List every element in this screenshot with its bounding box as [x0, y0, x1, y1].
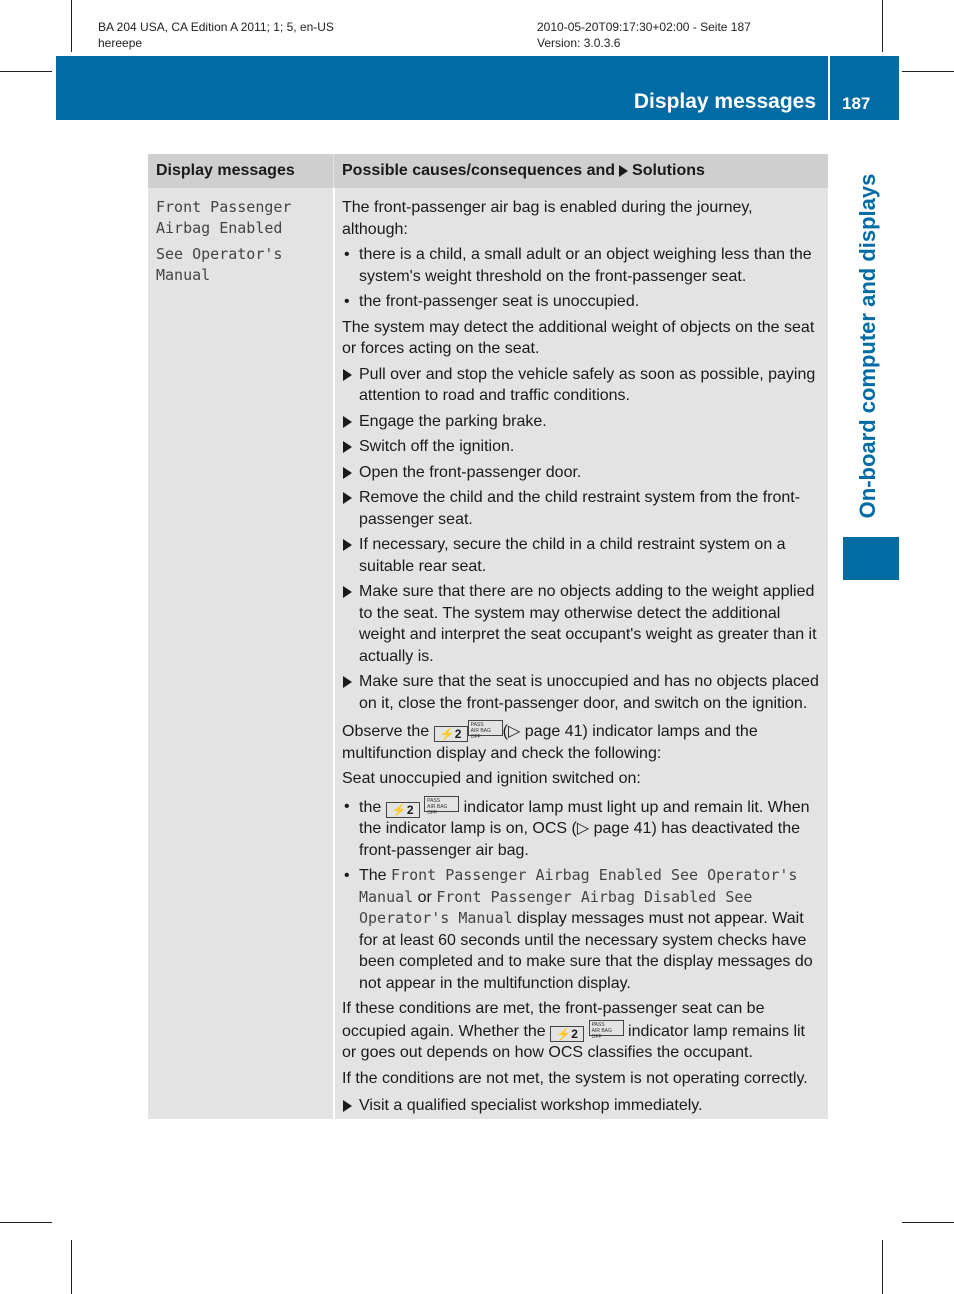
- arrow-right-icon: [343, 441, 352, 453]
- step-item: [342, 671, 822, 714]
- step-item: [342, 364, 822, 407]
- bullet-item: [342, 865, 822, 994]
- paragraph: If the conditions are not met, the system is not operating correctly.: [342, 1069, 808, 1087]
- bullet-item: [342, 244, 822, 287]
- crop-mark: [882, 1240, 883, 1294]
- step-item: [342, 1095, 822, 1117]
- seat-occupant-icon: ⚡2: [550, 1026, 584, 1042]
- bullet-text: there is a child, a small adult or an object weighing less than the system's weight threshold on the front-passenger seat.: [359, 246, 812, 285]
- step-text: Make sure that the seat is unoccupied and has no objects placed on it, close the front-passenger door, and switch on the ignition.: [359, 673, 819, 712]
- meta-line: hereepe: [98, 36, 143, 50]
- bullet-icon: •: [344, 797, 350, 815]
- header-text: Possible causes/consequences and: [342, 162, 616, 179]
- paragraph: [342, 720, 822, 764]
- page-number: 187: [842, 94, 871, 113]
- text-run: display messages must not appear. Wait for at least 60 seconds until the necessary system checks have been completed and to make sure that the display messages do not appear in the multifunction display.: [359, 910, 813, 992]
- arrow-right-icon: [343, 586, 352, 598]
- crop-mark: [71, 1240, 72, 1294]
- arrow-right-icon: [343, 369, 352, 381]
- crop-mark: [0, 71, 52, 72]
- bullet-icon: •: [344, 867, 350, 884]
- step-text: Switch off the ignition.: [359, 438, 515, 455]
- column-header-display-messages: Display messages: [148, 154, 333, 188]
- section-header-bar: [56, 56, 828, 120]
- arrow-right-icon: [343, 416, 352, 428]
- chapter-side-title: On-board computer and displays: [855, 173, 880, 519]
- step-text: Pull over and stop the vehicle safely as soon as possible, paying attention to road and traffic conditions.: [359, 365, 816, 404]
- meta-line: BA 204 USA, CA Edition A 2011; 1; 5, en-US: [98, 20, 334, 34]
- text-run: Observe the: [342, 723, 430, 740]
- pass-air-bag-off-icon: PASS AIR BAG OFF: [468, 720, 503, 736]
- crop-mark: [882, 0, 883, 52]
- step-item: [342, 462, 822, 484]
- print-meta-right: [537, 19, 751, 51]
- arrow-right-icon: [343, 467, 352, 479]
- bullet-icon: •: [344, 246, 350, 263]
- text-run: If these conditions are met, the front-passenger seat can be occupied again. Whether the: [342, 1000, 765, 1040]
- text-run: or: [417, 888, 432, 906]
- bullet-item: [342, 291, 822, 313]
- bullet-icon: •: [344, 293, 350, 310]
- display-message: Front Passenger Airbag Enabled: [156, 198, 292, 237]
- seat-occupant-icon: ⚡2: [386, 802, 420, 818]
- display-message-inline: Front Passenger Airbag Disabled See Operator's Manual: [359, 887, 753, 927]
- display-message: See Operator's Manual: [156, 245, 283, 284]
- pass-air-bag-off-icon: PASS AIR BAG OFF: [589, 1020, 624, 1036]
- step-item: [342, 487, 822, 530]
- crop-mark: [902, 1222, 954, 1223]
- paragraph: The front-passenger air bag is enabled during the journey, although:: [342, 199, 753, 238]
- seat-occupant-icon: ⚡2: [434, 726, 468, 742]
- arrow-right-icon: [343, 1100, 352, 1112]
- column-header-causes-solutions: [334, 154, 828, 188]
- step-text: Visit a qualified specialist workshop immediately.: [359, 1097, 703, 1114]
- column-divider: [333, 188, 335, 1119]
- display-message-inline: Front Passenger Airbag Enabled See Operator's Manual: [359, 866, 798, 906]
- step-text: Open the front-passenger door.: [359, 463, 582, 481]
- crop-mark: [902, 71, 954, 72]
- step-item: [342, 581, 822, 667]
- arrow-right-icon: [343, 492, 352, 504]
- bullet-text: the front-passenger seat is unoccupied.: [359, 293, 640, 310]
- step-text: If necessary, secure the child in a child restraint system on a suitable rear seat.: [359, 536, 786, 575]
- header-text: Solutions: [632, 162, 705, 179]
- text-run: The: [359, 867, 387, 884]
- step-text: Engage the parking brake.: [359, 412, 547, 430]
- text-run: indicator lamp remains lit or goes out depends on how OCS classifies the occupant.: [342, 1022, 805, 1061]
- step-item: [342, 534, 822, 577]
- step-item: [342, 436, 822, 458]
- print-meta-left: [98, 19, 334, 51]
- pass-air-bag-off-icon: PASS AIR BAG OFF: [424, 796, 459, 812]
- paragraph: [342, 998, 822, 1064]
- bullet-item: [342, 796, 822, 862]
- page-number-box: [830, 56, 899, 120]
- arrow-right-icon: [343, 676, 352, 688]
- section-title: Display messages: [633, 90, 816, 113]
- crop-mark: [0, 1222, 52, 1223]
- paragraph: Seat unoccupied and ignition switched on:: [342, 770, 641, 787]
- arrow-right-icon: [343, 539, 352, 551]
- causes-solutions-cell: [342, 197, 822, 1121]
- display-messages-table: [148, 154, 828, 1119]
- text-run: indicator lamp must light up and remain lit. When the indicator lamp is on, OCS (▷ page 41) has deactivated the front-passenger air bag.: [359, 798, 810, 859]
- meta-line: Version: 3.0.3.6: [537, 36, 621, 50]
- text-run: (▷ page 41) indicator lamps and the multifunction display and check the following:: [342, 723, 758, 762]
- step-item: [342, 411, 822, 433]
- chapter-tab-marker: [843, 537, 899, 580]
- text-run: the: [359, 798, 382, 816]
- step-text: Make sure that there are no objects adding to the weight applied to the seat. The system may otherwise detect the additional weight and interpret the seat occupant's weight as greater than it actually is.: [359, 583, 817, 665]
- paragraph: The system may detect the additional weight of objects on the seat or forces acting on the seat.: [342, 318, 815, 357]
- display-message-cell: [156, 197, 326, 291]
- meta-line: 2010-05-20T09:17:30+02:00 - Seite 187: [537, 20, 751, 34]
- step-text: Remove the child and the child restraint system from the front-passenger seat.: [359, 489, 801, 528]
- arrow-right-icon: [619, 165, 628, 177]
- crop-mark: [71, 0, 72, 52]
